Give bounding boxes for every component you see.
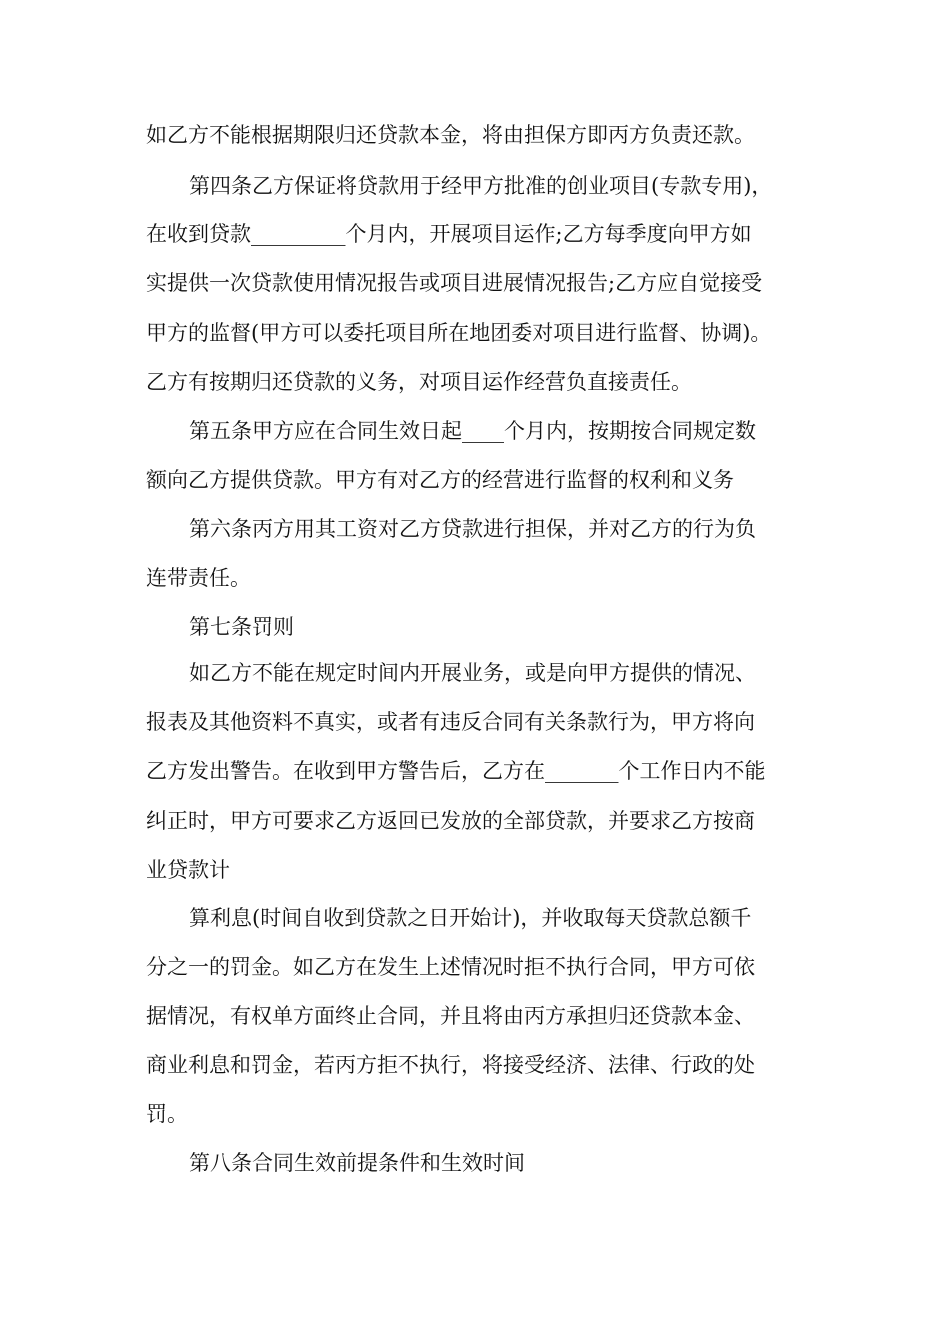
text-line: 业贷款计 — [146, 858, 230, 882]
text-line: 第五条甲方应在合同生效日起____个月内，按期按合同规定数 — [189, 419, 756, 443]
text-line: 据情况，有权单方面终止合同，并且将由丙方承担归还贷款本金、 — [146, 1004, 755, 1028]
text-line: 乙方发出警告。在收到甲方警告后，乙方在_______个工作日内不能 — [146, 759, 766, 783]
text-line: 第六条丙方用其工资对乙方贷款进行担保，并对乙方的行为负 — [189, 517, 756, 541]
text-line: 分之一的罚金。如乙方在发生上述情况时拒不执行合同，甲方可依 — [146, 955, 755, 979]
text-line: 如乙方不能根据期限归还贷款本金，将由担保方即丙方负责还款。 — [146, 123, 755, 147]
text-line: 甲方的监督(甲方可以委托项目所在地团委对项目进行监督、协调)。 — [146, 321, 772, 345]
section-heading: 第八条合同生效前提条件和生效时间 — [189, 1151, 525, 1175]
text-line: 连带责任。 — [146, 566, 251, 590]
text-line: 在收到贷款_________个月内，开展项目运作;乙方每季度向甲方如 — [146, 222, 752, 246]
text-line: 额向乙方提供贷款。甲方有对乙方的经营进行监督的权利和义务 — [146, 468, 734, 492]
text-line: 纠正时，甲方可要求乙方返回已发放的全部贷款，并要求乙方按商 — [146, 809, 755, 833]
text-line: 第四条乙方保证将贷款用于经甲方批准的创业项目(专款专用)， — [189, 174, 773, 198]
text-line: 如乙方不能在规定时间内开展业务，或是向甲方提供的情况、 — [189, 661, 756, 685]
text-line: 乙方有按期归还贷款的义务，对项目运作经营负直接责任。 — [146, 370, 692, 394]
text-line: 商业利息和罚金，若丙方拒不执行，将接受经济、法律、行政的处 — [146, 1053, 755, 1077]
text-line: 算利息(时间自收到贷款之日开始计)，并收取每天贷款总额千 — [189, 906, 752, 930]
text-line: 实提供一次贷款使用情况报告或项目进展情况报告;乙方应自觉接受 — [146, 271, 763, 295]
text-line: 罚。 — [146, 1102, 188, 1126]
section-heading: 第七条罚则 — [189, 615, 294, 639]
text-line: 报表及其他资料不真实，或者有违反合同有关条款行为，甲方将向 — [146, 710, 755, 734]
